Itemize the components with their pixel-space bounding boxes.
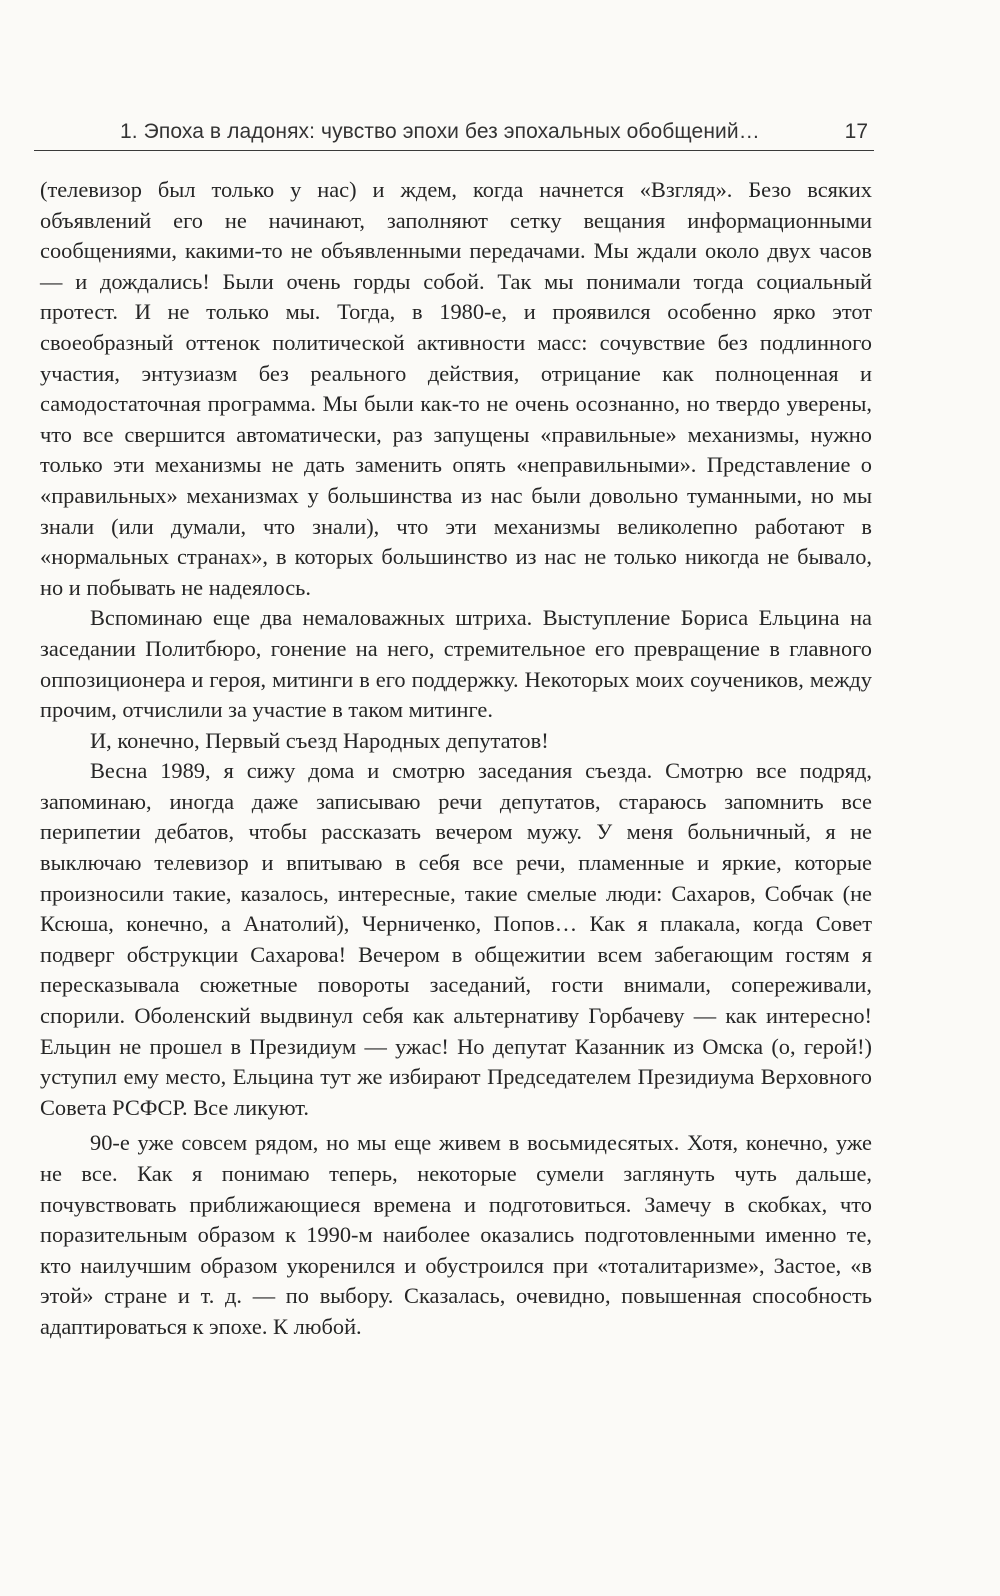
page-number: 17 [844,120,868,143]
running-head-title: 1. Эпоха в ладонях: чувство эпохи без эпохальных обобщений… [120,120,760,143]
body-text [40,175,872,1343]
paragraph: Вспоминаю еще два немаловажных штриха. Выступление Бориса Ельцина на заседании Политбюро, гонение на него, стремительное его превращение в главного оппозиционера и героя, митинги в его поддержку. Некоторых моих соучеников, между прочим, отчислили за участие в таком митинге. [40,605,872,723]
paragraph: 90-е уже совсем рядом, но мы еще живем в восьмидесятых. Хотя, конечно, уже не все. Как я понимаю теперь, некоторые сумели заглянуть чуть дальше, почувствовать приближающиеся времена и подготовиться. Замечу в скобках, что поразительным образом к 1990-м наиболее оказались подготовленными именно те, кто наилучшим образом укоренился и обустроился при «тоталитаризме», Застое, «в этой» стране и т. д. — по выбору. Сказалась, очевидно, повышенная способность адаптироваться к эпохе. К любой. [40,1130,872,1339]
paragraph: Весна 1989, я сижу дома и смотрю заседания съезда. Смотрю все подряд, запоминаю, иногда даже записываю речи депутатов, стараюсь запомнить все перипетии дебатов, чтобы рассказать вечером мужу. У меня больничный, я не выключаю телевизор и впитываю в себя все речи, пламенные и яркие, которые произносили такие, казалось, интересные, такие смелые люди: Сахаров, Собчак (не Ксюша, конечно, а Анатолий), Черниченко, Попов… Как я плакала, когда Совет подверг обструкции Сахарова! Вечером в общежитии всем забегающим гостям я пересказывала сюжетные повороты заседаний, гости внимали, сопереживали, спорили. Оболенский выдвинул себя как альтернативу Горбачеву — как интересно! Ельцин не прошел в Президиум — ужас! Но депутат Казанник из Омска (о, герой!) уступил ему место, Ельцина тут же избирают Председателем Президиума Верховного Совета РСФСР. Все ликуют. [40,758,872,1120]
paragraph-continuation: (телевизор был только у нас) и ждем, когда начнется «Взгляд». Безо всяких объявлений его не начинают, заполняют сетку вещания информационными сообщениями, какими-то не объявленными передачами. Мы ждали около двух часов — и дождались! Были очень горды собой. Так мы понимали тогда социальный протест. И не только мы. Тогда, в 1980-е, и проявился особенно ярко этот своеобразный оттенок политической активности масс: сочувствие без подлинного участия, энтузиазм без реального действия, отрицание как полноценная и самодостаточная программа. Мы были как-то не очень осознанно, но твердо уверены, что все свершится автоматически, раз запущены «правильные» механизмы, нужно только эти механизмы не дать заменить опять «неправильными». Представление о «правильных» механизмах у большинства из нас были довольно туманными, но мы знали (или думали, что знали), что эти механизмы великолепно работают в «нормальных странах», в которых большинство из нас не только никогда не бывало, но и побывать не надеялось. [40,177,872,600]
paragraph: И, конечно, Первый съезд Народных депутатов! [90,727,549,753]
running-head [34,116,874,151]
